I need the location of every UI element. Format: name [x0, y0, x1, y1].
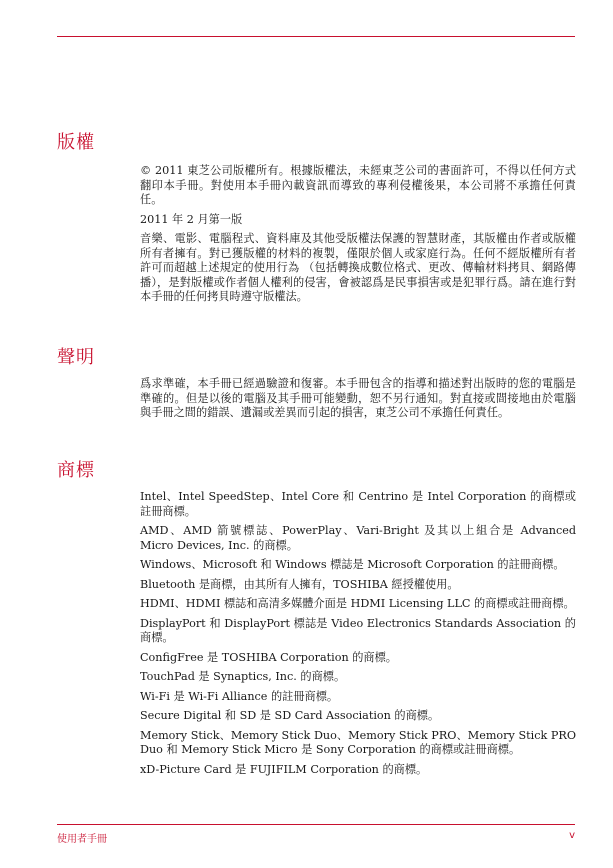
trademark-item: Windows、Microsoft 和 Windows 標誌是 Microsoft Corporation 的註冊商標。	[140, 558, 565, 571]
paragraph: 爲求準確，本手冊已經過驗證和復審。本手冊包含的指導和描述對出版時的您的電腦是準確的。但是以後的電腦及其手冊可能變動，恕不另行通知。對直接或間接地由於電腦與手冊之間的錯誤、遺漏或差異而引起的損害，東芝公司不承擔任何責任。	[140, 377, 576, 419]
trademark-item: Secure Digital 和 SD 是 SD Card Association 的商標。	[140, 709, 440, 722]
trademark-item: Intel、Intel SpeedStep、Intel Core 和 Centrino 是 Intel Corporation 的商標或註冊商標。	[140, 490, 576, 518]
paragraph: 音樂、電影、電腦程式、資料庫及其他受版權法保護的智慧財產，其版權由作者或版權所有者擁有。對已獲版權的材料的複製，僅限於個人或家庭行為。任何不經版權所有者許可而超越上述規定的使用行為 （包括轉換成數位格式、更改、傳輸材料拷貝、網路傳播），是對版權或作者個人權利的侵害，會被認爲是民事損害或是犯罪行爲。請在進行對本手冊的任何拷貝時遵守版權法。	[140, 232, 576, 303]
trademark-item: AMD、AMD 箭號標誌、PowerPlay、Vari-Bright 及其以上組合是 Advanced Micro Devices, Inc. 的商標。	[140, 524, 576, 552]
paragraph: 2011 年 2 月第一版	[140, 212, 243, 226]
trademark-item: Memory Stick、Memory Stick Duo、Memory Stick PRO、Memory Stick PRO Duo 和 Memory Stick Micro 是 Sony Corporation 的商標或註冊商標。	[140, 728, 576, 756]
trademark-item: HDMI、HDMI 標誌和高清多媒體介面是 HDMI Licensing LLC 的商標或註冊商標。	[140, 597, 575, 610]
copyright-body	[140, 164, 576, 310]
trademarks-body	[140, 490, 576, 782]
page-number: v	[569, 830, 575, 841]
trademark-item: DisplayPort 和 DisplayPort 標誌是 Video Electronics Standards Association 的商標。	[140, 616, 576, 644]
footer-rule	[57, 824, 575, 825]
trademark-item: xD-Picture Card 是 FUJIFILM Corporation 的商標。	[140, 762, 428, 776]
header-rule	[57, 36, 575, 37]
disclaimer-body	[140, 377, 576, 426]
footer-title: 使用者手冊	[57, 834, 107, 845]
trademark-item: ConfigFree 是 TOSHIBA Corporation 的商標。	[140, 650, 397, 664]
section-heading-disclaimer: 聲明	[57, 347, 95, 368]
trademark-item: TouchPad 是 Synaptics, Inc. 的商標。	[140, 670, 346, 683]
section-heading-copyright: 版權	[57, 132, 95, 153]
section-heading-trademarks: 商標	[57, 460, 95, 481]
trademark-item: Bluetooth 是商標，由其所有人擁有，TOSHIBA 經授權使用。	[140, 577, 459, 591]
trademark-item: Wi-Fi 是 Wi-Fi Alliance 的註冊商標。	[140, 689, 339, 703]
paragraph: © 2011 東芝公司版權所有。根據版權法，未經東芝公司的書面許可，不得以任何方式翻印本手冊。對使用本手冊內載資訊而導致的專利侵權後果，本公司將不承擔任何責任。	[140, 164, 576, 206]
